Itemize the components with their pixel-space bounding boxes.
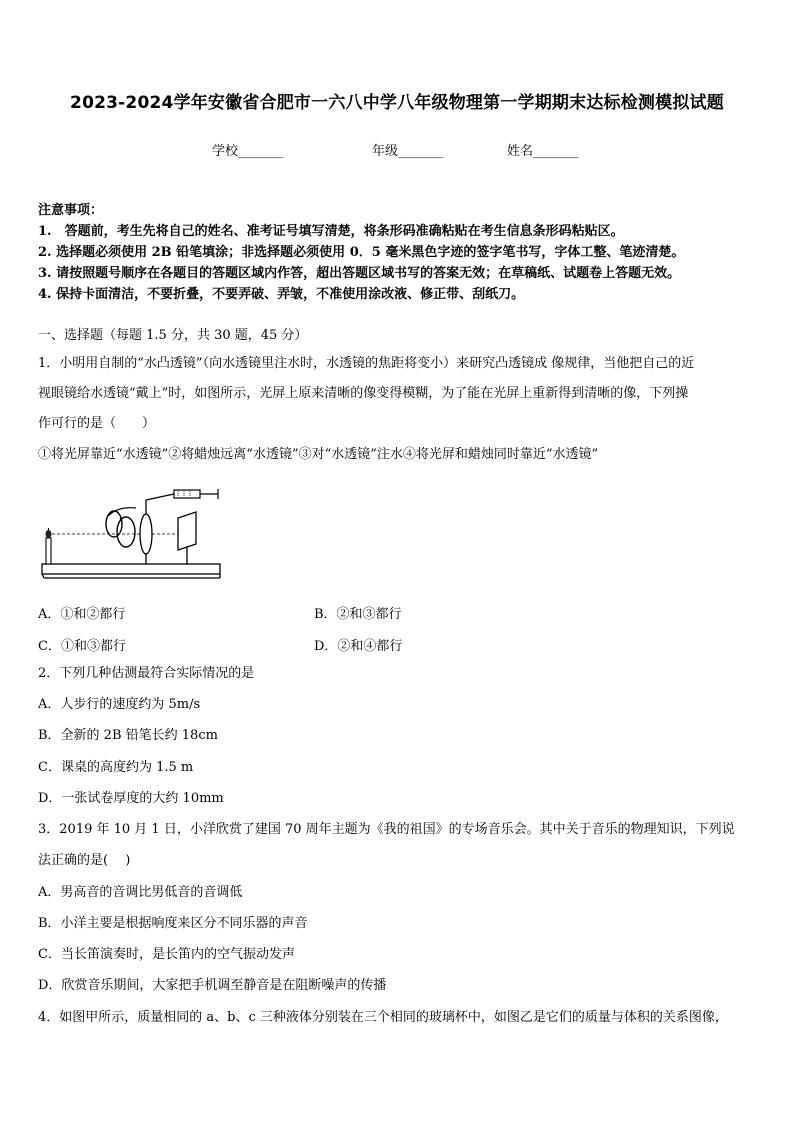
question-3-line: 法正确的是( ) — [38, 853, 131, 868]
option-a: A．①和②都行 — [38, 607, 126, 622]
option-a: A．人步行的速度约为 5m/s — [38, 697, 201, 712]
option-c: C．当长笛演奏时，是长笛内的空气振动发声 — [38, 947, 295, 962]
notice-item: 3. 请按照题号顺序在各题目的答题区域内作答，超出答题区域书写的答案无效；在草稿纸、试题卷上答题无效。 — [38, 266, 681, 281]
name-field: 姓名_______ — [507, 144, 579, 159]
school-field: 学校_______ — [212, 144, 284, 159]
option-d: D．一张试卷厚度的大约 10mm — [38, 791, 224, 806]
question-3-line: 3．2019 年 10 月 1 日，小洋欣赏了建国 70 周年主题为《我的祖国》的专场音乐会。其中关于音乐的物理知识，下列说 — [38, 822, 735, 837]
option-a: A．男高音的音调比男低音的音调低 — [38, 885, 243, 900]
notice-item: 4. 保持卡面清洁，不要折叠，不要弄破、弄皱，不准使用涂改液、修正带、刮纸刀。 — [38, 287, 525, 302]
notice-heading: 注意事项： — [38, 203, 104, 218]
option-d: D．欣赏音乐期间，大家把手机调至静音是在阻断噪声的传播 — [38, 978, 387, 993]
question-1-line: 1．小明用自制的“水凸透镜”（向水透镜里注水时，水透镜的焦距将变小）来研究凸透镜成 像规律，当他把自己的近 — [38, 356, 695, 371]
question-2-stem: 2．下列几种估测最符合实际情况的是 — [38, 666, 255, 681]
page-title: 2023-2024学年安徽省合肥市一六八中学八年级物理第一学期期末达标检测模拟试题 — [70, 93, 724, 113]
option-b: B．小洋主要是根据响度来区分不同乐器的声音 — [38, 916, 308, 931]
question-1-line: 作可行的是（ ） — [38, 416, 156, 431]
option-d: D．②和④都行 — [314, 639, 403, 654]
grade-field: 年级_______ — [372, 144, 444, 159]
section-heading: 一、选择题（每题 1.5 分，共 30 题，45 分） — [38, 328, 308, 343]
option-c: C．课桌的高度约为 1.5 m — [38, 760, 194, 775]
option-b: B．②和③都行 — [314, 607, 402, 622]
water-lens-experiment-figure — [38, 486, 250, 586]
question-1-line: 视眼镜给水透镜“戴上”时，如图所示，光屏上原来清晰的像变得模糊，为了能在光屏上重新得到清晰的像，下列操 — [38, 386, 689, 401]
option-b: B．全新的 2B 铅笔长约 18cm — [38, 728, 218, 743]
question-1-statements: ①将光屏靠近“水透镜”②将蜡烛远离“水透镜”③对“水透镜”注水④将光屏和蜡烛同时靠近“水透镜” — [38, 447, 599, 462]
question-4-line: 4．如图甲所示，质量相同的 a、b、c 三种液体分别装在三个相同的玻璃杯中，如图乙是它们的质量与体积的关系图像， — [38, 1010, 728, 1025]
notice-item: 1. 答题前，考生先将自己的姓名、准考证号填写清楚，将条形码准确粘贴在考生信息条形码粘贴区。 — [38, 224, 624, 239]
option-c: C．①和③都行 — [38, 639, 126, 654]
notice-item: 2. 选择题必须使用 2B 铅笔填涂；非选择题必须使用 0．5 毫米黑色字迹的签字笔书写，字体工整、笔迹清楚。 — [38, 245, 685, 260]
